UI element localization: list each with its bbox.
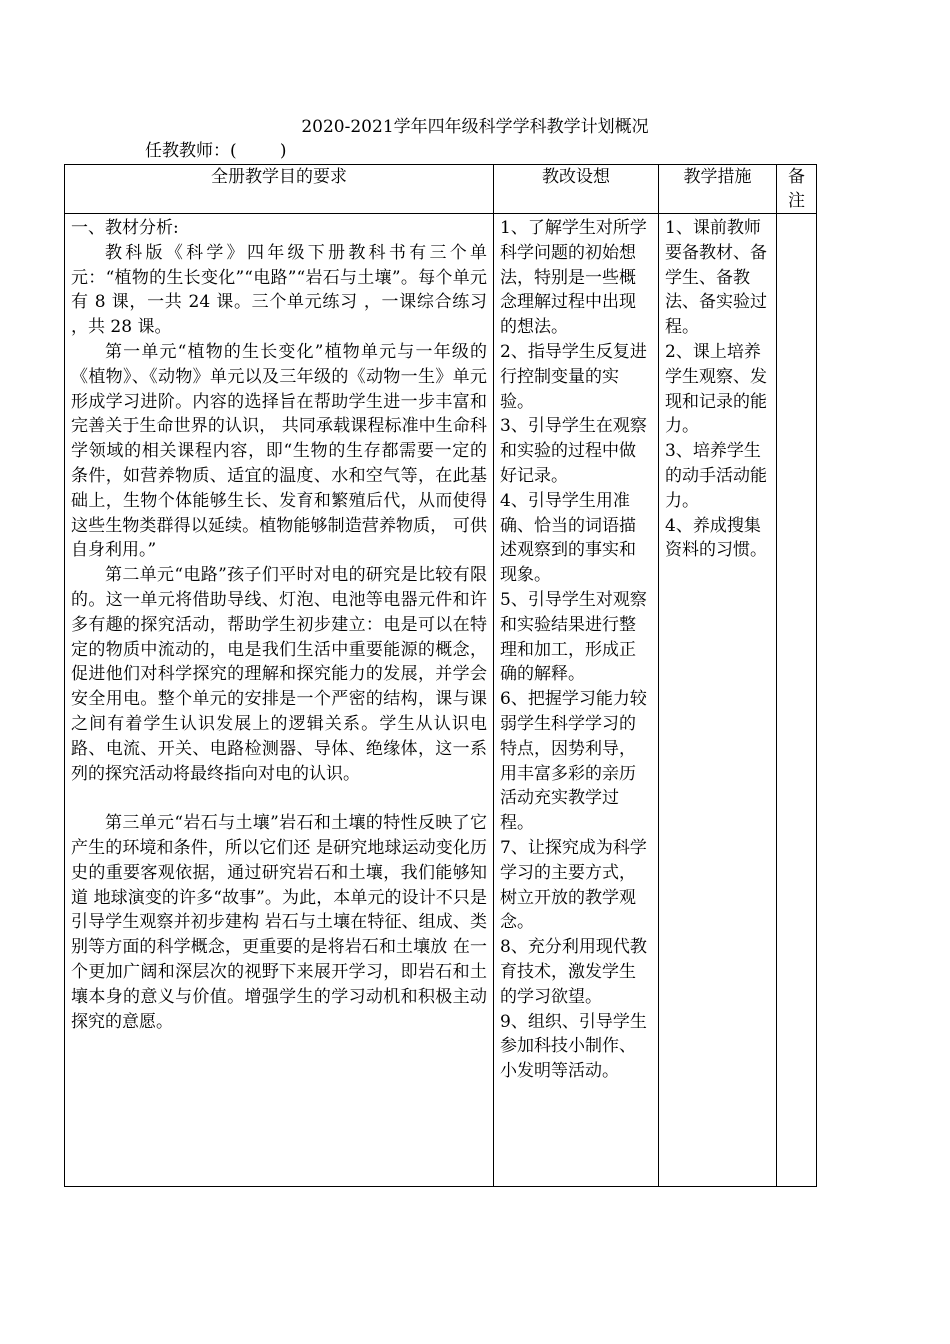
reform-item: 7、让探究成为科学学习的主要方式，树立开放的教学观念。 [500, 837, 647, 933]
measures-cell [659, 214, 777, 1187]
measure-item: 2、课上培养学生观察、发现和记录的能力。 [665, 341, 767, 437]
reform-item: 1、了解学生对所学科学问题的初始想法，特别是一些概念理解过程中出现的想法。 [500, 218, 647, 338]
measure-item: 4、养成搜集资料的习惯。 [665, 515, 767, 561]
header-remarks: 备注 [777, 165, 817, 214]
table-body-row [65, 214, 817, 1187]
reform-item: 2、指导学生反复进行控制变量的实验。 [500, 341, 647, 412]
header-measures: 教学措施 [659, 165, 777, 214]
measure-item: 3、培养学生的动手活动能力。 [665, 441, 767, 511]
reform-item: 3、引导学生在观察和实验的过程中做好记录。 [500, 416, 647, 486]
teaching-plan-table [64, 164, 817, 1187]
paragraph-overview: 教科版《科学》四年级下册教科书有三个单元：“植物的生长变化”“电路”“岩石与土壤”。每个单元有 8 课，一共 24 课。三个单元练习 ，一课综合练习 ，共 28 课。 [71, 242, 487, 338]
reform-item: 9、组织、引导学生参加科技小制作、小发明等活动。 [500, 1011, 647, 1082]
remarks-cell [777, 214, 817, 1187]
reform-item: 5、引导学生对观察和实验结果进行整理和加工，形成正确的解释。 [500, 589, 647, 685]
header-reform: 教改设想 [494, 165, 659, 214]
measure-item: 1、课前教师要备教材、备学生、备教法、备实验过程。 [665, 218, 767, 338]
reform-item: 4、引导学生用准确、恰当的词语描述观察到的事实和现象。 [500, 490, 636, 586]
section-title: 一、教材分析: [71, 218, 179, 238]
header-requirements: 全册教学目的要求 [65, 165, 494, 214]
blank-line [71, 786, 487, 811]
teacher-line: 任教教师：( ) [145, 141, 287, 161]
reform-item: 8、充分利用现代教育技术，激发学生的学习欲望。 [500, 937, 647, 1007]
table-header-row [65, 165, 817, 214]
requirements-cell [65, 214, 494, 1187]
paragraph-unit-2: 第二单元“电路”孩子们平时对电的研究是比较有限的。这一单元将借助导线、灯泡、电池等电器元件和许多有趣的探究活动，帮助学生初步建立：电是可以在特定的物质中流动的，电是我们生活中重要能源的概念，促进他们对科学探究的理解和探究能力的发展，并学会安全用电。整个单元的安排是一个严密的结构，课与课之间有着学生认识发展上的逻辑关系。学生从认识电路、电流、开关、电路检测器、导体、绝缘体，这一系列的探究活动将最终指向对电的认识。 [71, 565, 487, 784]
paragraph-unit-1: 第一单元“植物的生长变化”植物单元与一年级的《植物》、《动物》单元以及三年级的《动物一生》单元形成学习进阶。内容的选择旨在帮助学生进一步丰富和完善关于生命世界的认识， 共同承载课程标准中生命科学领域的相关课程内容，即“生物的生存都需要一定的条件，如营养物质、适宜的温度、水和空气等，在此基础上，生物个体能够生长、发育和繁殖后代，从而使得这些生物类群得以延续。植物能够制造营养物质， 可供自身利用。” [71, 341, 487, 561]
document-title: 2020-2021学年四年级科学学科教学计划概况 [301, 117, 649, 137]
reform-cell [494, 214, 659, 1187]
reform-item: 6、把握学习能力较弱学生科学学习的特点，因势利导，用丰富多彩的亲历活动充实教学过程。 [500, 689, 647, 834]
paragraph-unit-3: 第三单元“岩石与土壤”岩石和土壤的特性反映了它产生的环境和条件，所以它们还 是研究地球运动变化历史的重要客观依据，通过研究岩石和土壤，我们能够知道 地球演变的许多“故事”。为此，本单元的设计不只是引导学生观察并初步建构 岩石与土壤在特征、组成、类别等方面的科学概念，更重要的是将岩石和土壤放 在一个更加广阔和深层次的视野下来展开学习，即岩石和土壤本身的意义与价值。增强学生的学习动机和积极主动探究的意愿。 [71, 813, 487, 1032]
